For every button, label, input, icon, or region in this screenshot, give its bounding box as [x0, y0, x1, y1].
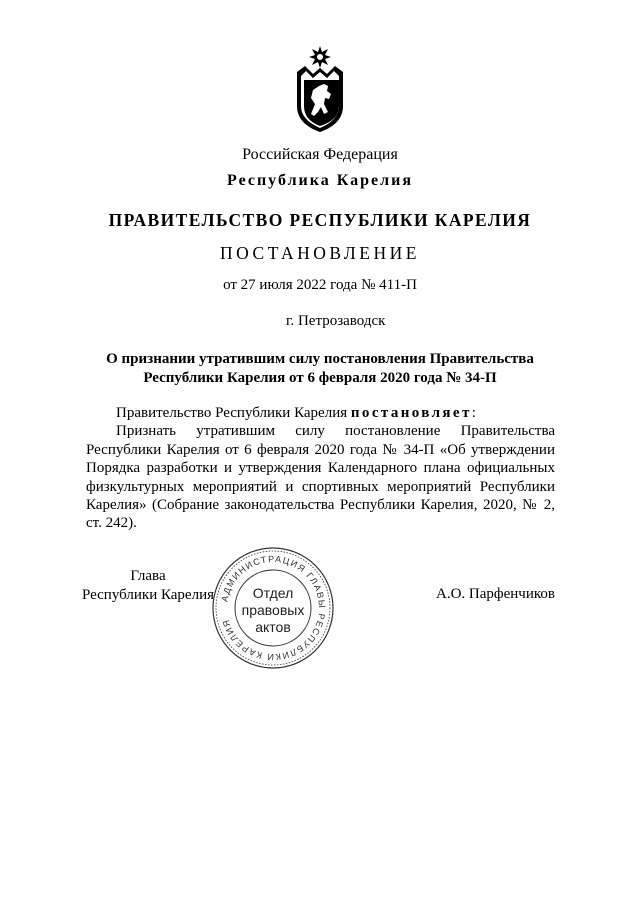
stamp-line-2: правовых: [241, 602, 305, 618]
intro-text: Правительство Республики Карелия: [116, 405, 351, 421]
document-body: [86, 404, 555, 533]
subject-line-2: Республики Карелия от 6 февраля 2020 года № 34-П: [143, 370, 497, 386]
decree-paragraph: Признать утратившим силу постановление Правительства Республики Карелия от 6 февраля 2020 года № 34-П «Об утверждении Порядка разработки и утверждения Календарного плана официальных физкультурных мероприятий и спортивных мероприятий Республики Карелия» (Собрание законодательства Республики Карелия, 2020, № 2, ст. 242).: [86, 423, 555, 532]
city: г. Петрозаводск: [286, 313, 386, 329]
stamp-line-1: Отдел: [252, 585, 294, 601]
intro-line: [86, 404, 555, 422]
document-subject: [0, 350, 640, 388]
subject-line-1: О признании утратившим силу постановления Правительства: [106, 351, 534, 367]
stamp-line-3: актов: [255, 619, 291, 635]
decree-word: постановляет: [350, 405, 472, 421]
document-type: ПОСТАНОВЛЕНИЕ: [220, 243, 420, 263]
signatory-title-line-2: Республики Карелия: [81, 587, 215, 603]
signatory-title-line-1: Глава: [130, 568, 166, 584]
country-name: Российская Федерация: [242, 146, 398, 163]
stamp-ring-text: АДМИНИСТРАЦИЯ ГЛАВЫ РЕСПУБЛИКИ КАРЕЛИЯ: [219, 553, 328, 663]
intro-colon: :: [471, 405, 476, 421]
republic-name: Республика Карелия: [227, 172, 413, 189]
government-title: ПРАВИТЕЛЬСТВО РЕСПУБЛИКИ КАРЕЛИЯ: [108, 210, 532, 230]
karelia-coat-of-arms-icon: [291, 44, 349, 134]
signatory-name: А.О. Парфенчиков: [436, 586, 555, 602]
signatory-title: [78, 567, 218, 605]
official-stamp: [211, 546, 335, 670]
date-number: от 27 июля 2022 года № 411-П: [223, 277, 417, 293]
